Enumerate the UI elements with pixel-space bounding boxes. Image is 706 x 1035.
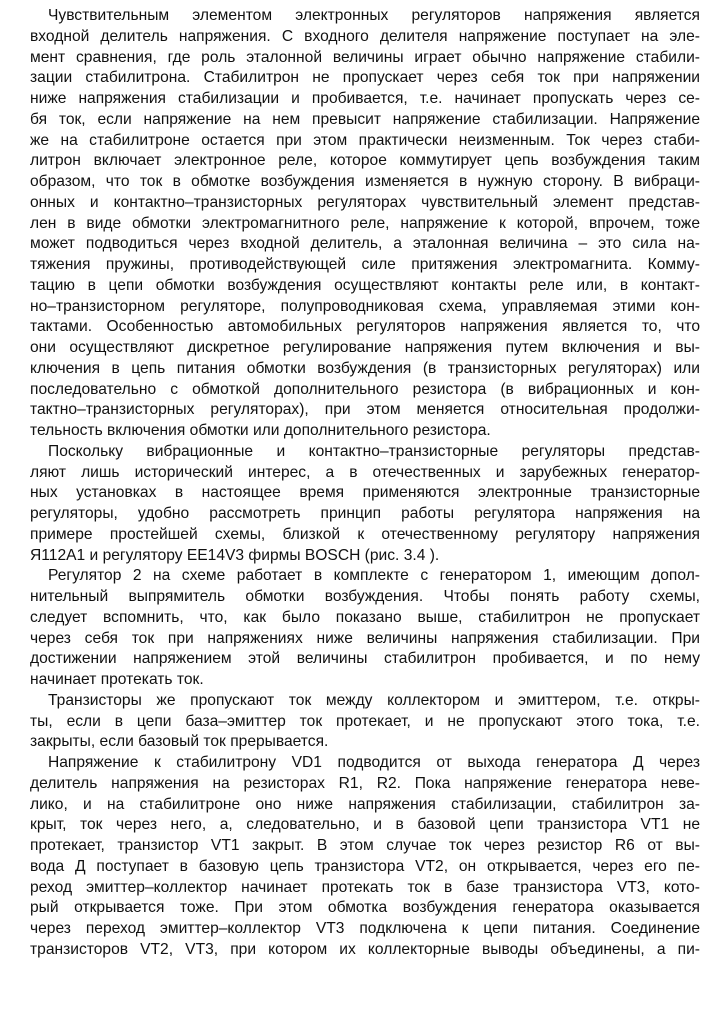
text-line: через переход эмиттер–коллектор VT3 подключена к цепи питания. Соединение	[30, 920, 700, 937]
text-line: зации стабилитрона. Стабилитрон не пропускает через себя ток при напряжении	[30, 69, 700, 87]
text-line: протекает, транзистор VT1 закрыт. В этом случае ток через резистор R6 от вы-	[30, 837, 700, 854]
text-line: ниже напряжения стабилизации и пробивается, т.е. начинает пропускать через се-	[30, 90, 700, 107]
paragraph-3	[12, 566, 700, 691]
text-line: мент сравнения, где роль эталонной величины играет обычно напряжение стабили-	[30, 48, 700, 66]
text-line: делитель напряжения на резисторах R1, R2. Пока напряжение генератора неве-	[30, 774, 700, 792]
text-line: Регулятор 2 на схеме работает в комплекте с генератором 1, имеющим допол-	[48, 567, 700, 585]
text-line: лен в виде обмотки электромагнитного реле, напряжение к которой, впрочем, тоже	[30, 214, 700, 232]
text-line: образом, что ток в обмотке возбуждения изменяется в нужную сторону. В вибраци-	[30, 173, 700, 190]
text-line: они осуществляют дискретное регулирование напряжения путем включения и вы-	[30, 339, 700, 356]
text-line: тацию в цепи обмотки возбуждения осуществляют контакты реле или, в контакт-	[30, 276, 700, 294]
text-line: ты, если в цепи база–эмиттер ток протекает, и не пропускают этого тока, т.е.	[30, 712, 700, 730]
text-line: нительный выпрямитель обмотки возбуждения. Чтобы понять работу схемы,	[30, 588, 700, 605]
text-line: примере простейшей схемы, близкой к отечественному регулятору напряжения	[30, 525, 700, 543]
text-line: следует вспомнить, что, как было показано выше, стабилитрон не пропускает	[30, 608, 700, 626]
text-line: через себя ток при напряжениях ниже величины напряжения стабилизации. При	[30, 629, 700, 647]
text-line: Я112А1 и регулятору EE14V3 фирмы BOSCH (рис. 3.4 ).	[30, 546, 440, 564]
text-line: Чувствительным элементом электронных регуляторов напряжения является	[48, 7, 700, 24]
text-line: вода Д поступает в базовую цепь транзистора VT2, он открывается, через его пе-	[30, 857, 700, 875]
paragraph-4	[12, 691, 700, 753]
paragraph-5	[12, 753, 700, 961]
text-line: тяжения пружины, противодействующей силе притяжения электромагнита. Комму-	[30, 256, 700, 273]
text-line: транзисторов VT2, VT3, при котором их коллекторные выводы объединены, а пи-	[30, 940, 700, 958]
document-page	[12, 6, 700, 961]
text-line: но–транзисторном регуляторе, полупроводниковая схема, управляемая этими кон-	[30, 297, 700, 315]
text-line: ключения в цепь питания обмотки возбуждения (в транзисторных регуляторах) или	[30, 359, 700, 377]
text-line: входной делитель напряжения. С входного делителя напряжение поступает на эле-	[30, 27, 700, 45]
text-line: крыт, ток через него, а, следовательно, и в базовой цепи транзистора VT1 не	[30, 816, 700, 834]
paragraph-1	[12, 6, 700, 442]
text-line: начинает протекать ток.	[30, 671, 204, 688]
paragraph-2	[12, 442, 700, 567]
text-line: тактами. Особенностью автомобильных регуляторов напряжения является то, что	[30, 318, 700, 336]
text-line: достижении напряжением этой величины стабилитрон пробивается, и по нему	[30, 650, 700, 668]
text-line: тельность включения обмотки или дополнительного резистора.	[30, 422, 491, 439]
text-line: онных и контактно–транзисторных регуляторах чувствительный элемент представ-	[30, 193, 700, 211]
text-line: ных установках в настоящее время применяются электронные транзисторные	[30, 484, 700, 502]
text-line: же на стабилитроне остается при этом практически неизменным. Ток через стаби-	[30, 131, 700, 149]
text-line: бя ток, если напряжение на нем превысит напряжение стабилизации. Напряжение	[30, 110, 700, 128]
text-line: последовательно с обмоткой дополнительного резистора (в вибрационных и кон-	[30, 380, 700, 398]
text-line: регуляторы, удобно рассмотреть принцип работы регулятора напряжения на	[30, 505, 700, 522]
text-line: рый открывается тоже. При этом обмотка возбуждения генератора оказывается	[30, 899, 700, 917]
text-line: реход эмиттер–коллектор начинает протекать ток в базе транзистора VT3, кото-	[30, 878, 700, 896]
text-line: Напряжение к стабилитрону VD1 подводится от выхода генератора Д через	[48, 754, 700, 771]
text-line: лико, и на стабилитроне оно ниже напряжения стабилизации, стабилитрон за-	[30, 795, 700, 813]
text-line: может подводиться через входной делитель, а эталонная величина – это сила на-	[30, 235, 700, 253]
text-line: Транзисторы же пропускают ток между коллектором и эмиттером, т.е. откры-	[48, 691, 700, 709]
text-line: Поскольку вибрационные и контактно–транзисторные регуляторы представ-	[48, 442, 700, 460]
text-line: литрон включает электронное реле, которое коммутирует цепь возбуждения таким	[30, 152, 700, 170]
text-line: тактно–транзисторных регуляторах), при этом меняется относительная продолжи-	[30, 401, 700, 419]
text-line: закрыты, если базовый ток прерывается.	[30, 733, 329, 751]
text-line: ляют лишь исторический интерес, а в отечественных и зарубежных генератор-	[30, 463, 700, 481]
